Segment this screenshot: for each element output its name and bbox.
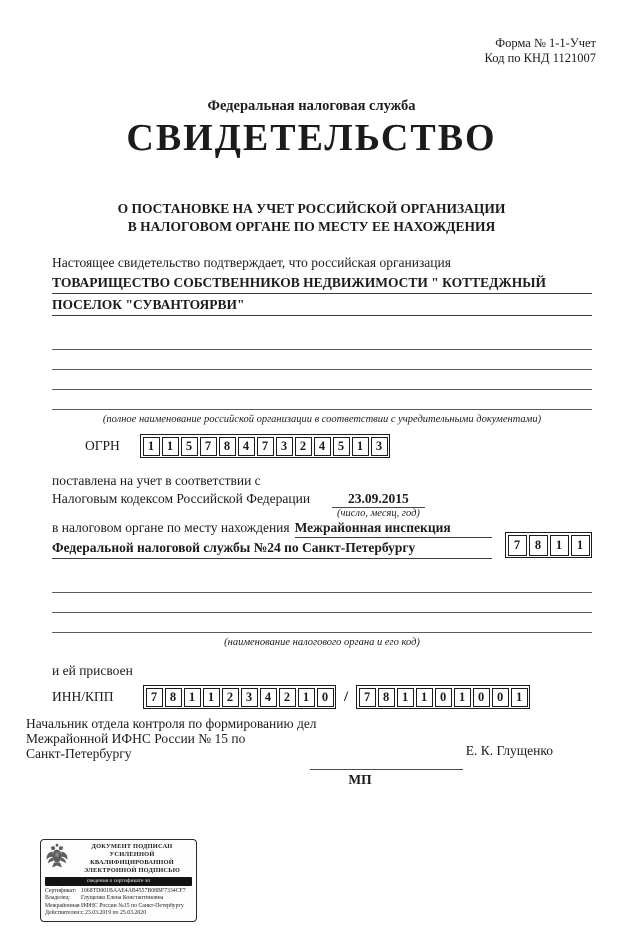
owner-label: Владелец:: [45, 895, 71, 902]
tax-authority-line1: [52, 519, 492, 538]
subtitle-line2: В НАЛОГОВОМ ОРГАНЕ ПО МЕСТУ ЕЕ НАХОЖДЕНИЯ: [127, 219, 496, 234]
stamp-header: [45, 843, 192, 875]
kpp-digit-box: [356, 685, 530, 709]
digit-cell: 1: [352, 437, 369, 456]
blank-fill-line: [52, 370, 592, 390]
certificate-number: 1068TD001BAAE4AB4557B08BF7334CF7: [81, 888, 186, 894]
digit-cell: 1: [184, 688, 201, 707]
digit-cell: 5: [333, 437, 350, 456]
digit-cell: 2: [279, 688, 296, 707]
digit-cell: 0: [473, 688, 490, 707]
blank-fill-line: [52, 573, 592, 593]
digit-cell: 1: [298, 688, 315, 707]
organization-name-line1: ТОВАРИЩЕСТВО СОБСТВЕННИКОВ НЕДВИЖИМОСТИ " КОТТЕДЖНЫЙ: [52, 272, 592, 294]
registration-date-caption: (число, месяц, год): [336, 508, 420, 519]
blank-fill-line: [52, 390, 592, 410]
digit-cell: 7: [200, 437, 217, 456]
digit-cell: 1: [550, 535, 569, 556]
digit-cell: 0: [435, 688, 452, 707]
document-body: [52, 254, 592, 709]
seal-place-label: МП: [348, 772, 372, 787]
digit-cell: 8: [529, 535, 548, 556]
organization-name-line2: ПОСЕЛОК "СУВАНТОЯРВИ": [52, 294, 592, 316]
digit-cell: 4: [238, 437, 255, 456]
ogrn-digit-box: [140, 434, 390, 458]
validity-label: Действителен:: [45, 909, 81, 916]
owner-organization: Межрайонная ИФНС России №15 по Санкт-Петербургу: [45, 902, 184, 909]
digit-cell: 1: [143, 437, 160, 456]
certificate-label: Сертификат:: [45, 888, 77, 894]
registration-date-row: [52, 490, 592, 519]
signature-line: [310, 769, 463, 770]
digit-cell: 3: [241, 688, 258, 707]
stamp-certificate-band: сведения о сертификате эп: [45, 877, 192, 886]
tax-authority-block: [52, 519, 592, 559]
digit-cell: 1: [203, 688, 220, 707]
tax-authority-name-line1: Межрайонная инспекция: [295, 519, 492, 538]
stamp-validity-row: [45, 910, 192, 917]
document-title: СВИДЕТЕЛЬСТВО: [126, 117, 497, 159]
inn-kpp-row: [52, 685, 592, 709]
form-reference: [485, 36, 596, 66]
registration-date: 23.09.2015: [332, 491, 425, 508]
digit-cell: 0: [317, 688, 334, 707]
assigned-text: и ей присвоен: [52, 663, 133, 678]
official-title-line3: Санкт-Петербургу: [26, 746, 132, 761]
blank-fill-line: [52, 350, 592, 370]
digit-cell: 7: [257, 437, 274, 456]
digit-cell: 8: [165, 688, 182, 707]
form-number: Форма № 1-1-Учет: [495, 36, 596, 50]
knd-code: Код по КНД 1121007: [484, 51, 596, 65]
inn-digit-box: [143, 685, 336, 709]
inn-kpp-label: ИНН/КПП: [52, 689, 114, 704]
digit-cell: 1: [511, 688, 528, 707]
digit-cell: 1: [416, 688, 433, 707]
official-title-line2: Межрайонной ИФНС России № 15 по: [26, 731, 246, 746]
digit-cell: 7: [146, 688, 163, 707]
ogrn-label: ОГРН: [85, 438, 120, 453]
stamp-title-line3: ЭЛЕКТРОННОЙ ПОДПИСЬЮ: [83, 866, 181, 874]
organization-name-caption: (полное наименование российской организации в соответствии с учредительными документами): [102, 414, 542, 425]
official-title-line1: Начальник отдела контроля по формированию дел: [26, 716, 317, 731]
digit-cell: 1: [454, 688, 471, 707]
stamp-certificate-row: [45, 888, 192, 895]
registration-text-line1: поставлена на учет в соответствии с: [52, 473, 261, 488]
digit-cell: 7: [359, 688, 376, 707]
digit-cell: 1: [162, 437, 179, 456]
digit-cell: 2: [222, 688, 239, 707]
document-subtitle: [0, 200, 623, 236]
blank-fill-line: [52, 330, 592, 350]
digit-cell: 0: [492, 688, 509, 707]
stamp-title: [72, 843, 192, 874]
agency-name: Федеральная налоговая служба: [207, 98, 416, 114]
digit-cell: 7: [508, 535, 527, 556]
coat-of-arms-icon: [45, 843, 69, 875]
subtitle-line1: О ПОСТАНОВКЕ НА УЧЕТ РОССИЙСКОЙ ОРГАНИЗАЦИИ: [117, 201, 506, 216]
digit-cell: 3: [371, 437, 388, 456]
digit-cell: 8: [219, 437, 236, 456]
digit-cell: 4: [260, 688, 277, 707]
digit-cell: 4: [314, 437, 331, 456]
intro-text: Настоящее свидетельство подтверждает, что российская организация: [52, 255, 451, 270]
owner-name: Глущенко Елена Константиновна: [81, 895, 164, 902]
registration-date-block: [332, 490, 425, 519]
registration-text-line2: Налоговым кодексом Российской Федерации: [52, 491, 311, 506]
stamp-title-line1: ДОКУМЕНТ ПОДПИСАН: [91, 843, 173, 851]
digit-cell: 1: [571, 535, 590, 556]
digit-cell: 5: [181, 437, 198, 456]
inn-kpp-separator: /: [344, 689, 349, 705]
digit-cell: 1: [397, 688, 414, 707]
blank-fill-line: [52, 613, 592, 633]
digit-cell: 2: [295, 437, 312, 456]
tax-authority-caption: (наименование налогового органа и его код): [224, 637, 420, 648]
validity-dates: с 23.03.2019 по 25.03.2020: [81, 909, 147, 916]
official-name: Е. К. Глущенко: [465, 743, 553, 758]
digit-cell: 3: [276, 437, 293, 456]
tax-authority-name: [52, 519, 492, 559]
blank-fill-line: [52, 593, 592, 613]
stamp-owner-org-row: [45, 903, 192, 910]
stamp-details: [45, 888, 192, 917]
signature-block: [26, 716, 597, 787]
tax-authority-name-line2: Федеральной налоговой службы №24 по Санкт-Петербургу: [52, 538, 492, 559]
stamp-title-line2: УСИЛЕННОЙ КВАЛИФИЦИРОВАННОЙ: [90, 851, 174, 866]
tax-authority-prefix: в налоговом органе по месту нахождения: [52, 520, 290, 535]
digital-signature-stamp: [40, 839, 197, 922]
ogrn-row: [52, 434, 592, 458]
tax-authority-code: [492, 519, 592, 559]
digit-cell: 8: [378, 688, 395, 707]
stamp-owner-row: [45, 895, 192, 902]
authority-code-digit-box: [505, 532, 592, 558]
